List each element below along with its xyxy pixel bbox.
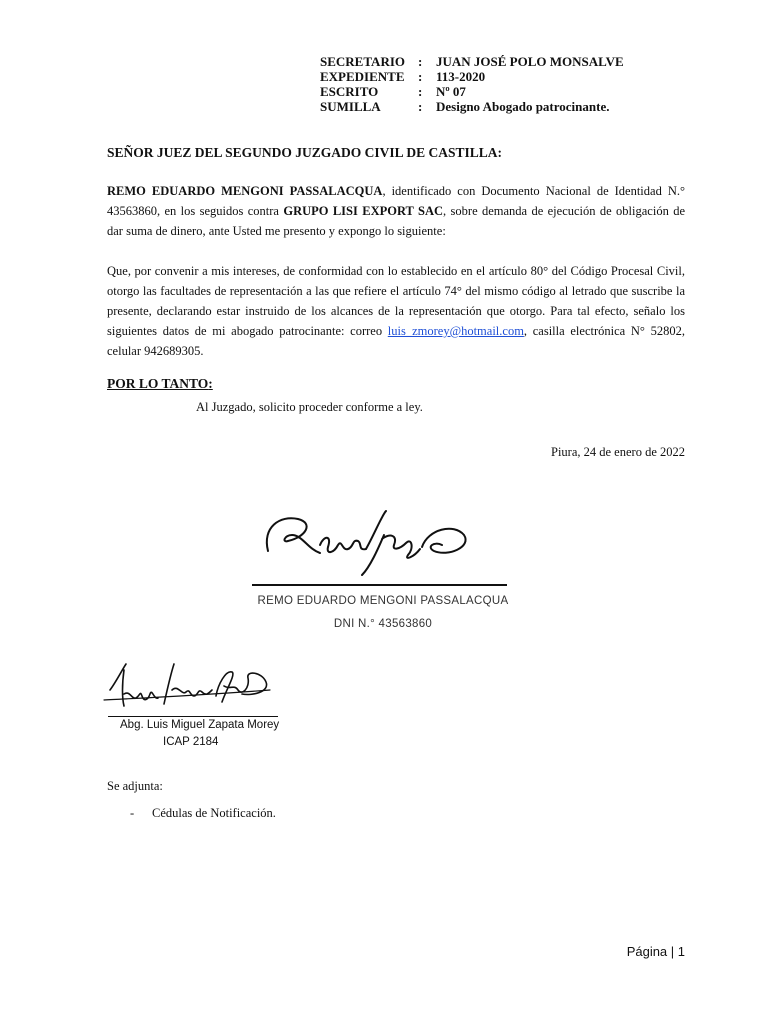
request-text: Al Juzgado, solicito proceder conforme a ley. <box>196 400 423 414</box>
header-separator: : <box>418 69 423 84</box>
header-label: EXPEDIENTE <box>320 69 405 84</box>
header-separator: : <box>418 99 423 114</box>
header-separator: : <box>418 84 423 99</box>
intro-paragraph <box>107 181 685 241</box>
header-row-escrito <box>320 84 624 99</box>
client-signature-name: REMO EDUARDO MENGONI PASSALACQUA <box>257 595 509 607</box>
intro-text-a: , identificado con Documento Nacional de Identidad N.° 43563860, en los seguidos contra <box>107 184 685 218</box>
header-row-secretario <box>320 54 624 69</box>
header-separator: : <box>418 54 423 69</box>
client-signature-image <box>258 505 478 577</box>
place-date: Piura, 24 de enero de 2022 <box>551 445 685 459</box>
list-bullet: - <box>130 806 135 820</box>
body-text-a: Que, por convenir a mis intereses, de conformidad con lo establecido en el artículo 80° del Código Procesal Civil, otorgo las facultades de representación a las que refiere el artículo 74° del mismo código al letrado que suscribe la presente, declarando estar instruido de los alcances de la representación que otorgo. Para tal efecto, señalo los siguientes datos de mi abogado patrocinante: correo <box>107 264 685 338</box>
client-signature-dni: DNI N.° 43563860 <box>333 618 433 630</box>
lawyer-icap: ICAP 2184 <box>163 736 219 748</box>
header-row-expediente <box>320 69 624 84</box>
por-lo-tanto-heading <box>107 376 213 392</box>
page-number: Página | 1 <box>626 944 685 959</box>
header-label: SECRETARIO <box>320 54 406 69</box>
salutation: SEÑOR JUEZ DEL SEGUNDO JUZGADO CIVIL DE CASTILLA: <box>107 145 502 160</box>
header-value: JUAN JOSÉ POLO MONSALVE <box>436 54 624 69</box>
por-lo-tanto-colon: : <box>208 376 213 391</box>
email-link[interactable]: luis_zmorey@hotmail.com <box>387 324 524 338</box>
header-row-sumilla <box>320 99 624 114</box>
client-name: REMO EDUARDO MENGONI PASSALACQUA <box>107 184 383 198</box>
company-name: GRUPO LISI EXPORT SAC <box>283 204 444 218</box>
body-text-b: , casilla electrónica N° 52802, celular 942689305. <box>107 324 685 358</box>
lawyer-signature-image <box>102 660 272 718</box>
header-value: 113-2020 <box>436 69 486 84</box>
attachment-item <box>130 806 276 821</box>
body-paragraph <box>107 261 685 361</box>
lawyer-signature-line <box>108 716 278 717</box>
por-lo-tanto-text: POR LO TANTO <box>107 376 209 391</box>
header-label: ESCRITO <box>320 84 379 99</box>
client-signature-line <box>252 584 507 586</box>
lawyer-name: Abg. Luis Miguel Zapata Morey <box>120 719 280 731</box>
header-value: Designo Abogado patrocinante. <box>436 99 610 114</box>
case-header <box>320 54 624 114</box>
header-label: SUMILLA <box>320 99 381 114</box>
intro-text-b: , sobre demanda de ejecución de obligación de dar suma de dinero, ante Usted me presento y expongo lo siguiente: <box>107 204 685 238</box>
attachments-label: Se adjunta: <box>107 779 163 793</box>
attachment-text: Cédulas de Notificación. <box>152 806 276 820</box>
header-value: Nº 07 <box>436 84 466 99</box>
